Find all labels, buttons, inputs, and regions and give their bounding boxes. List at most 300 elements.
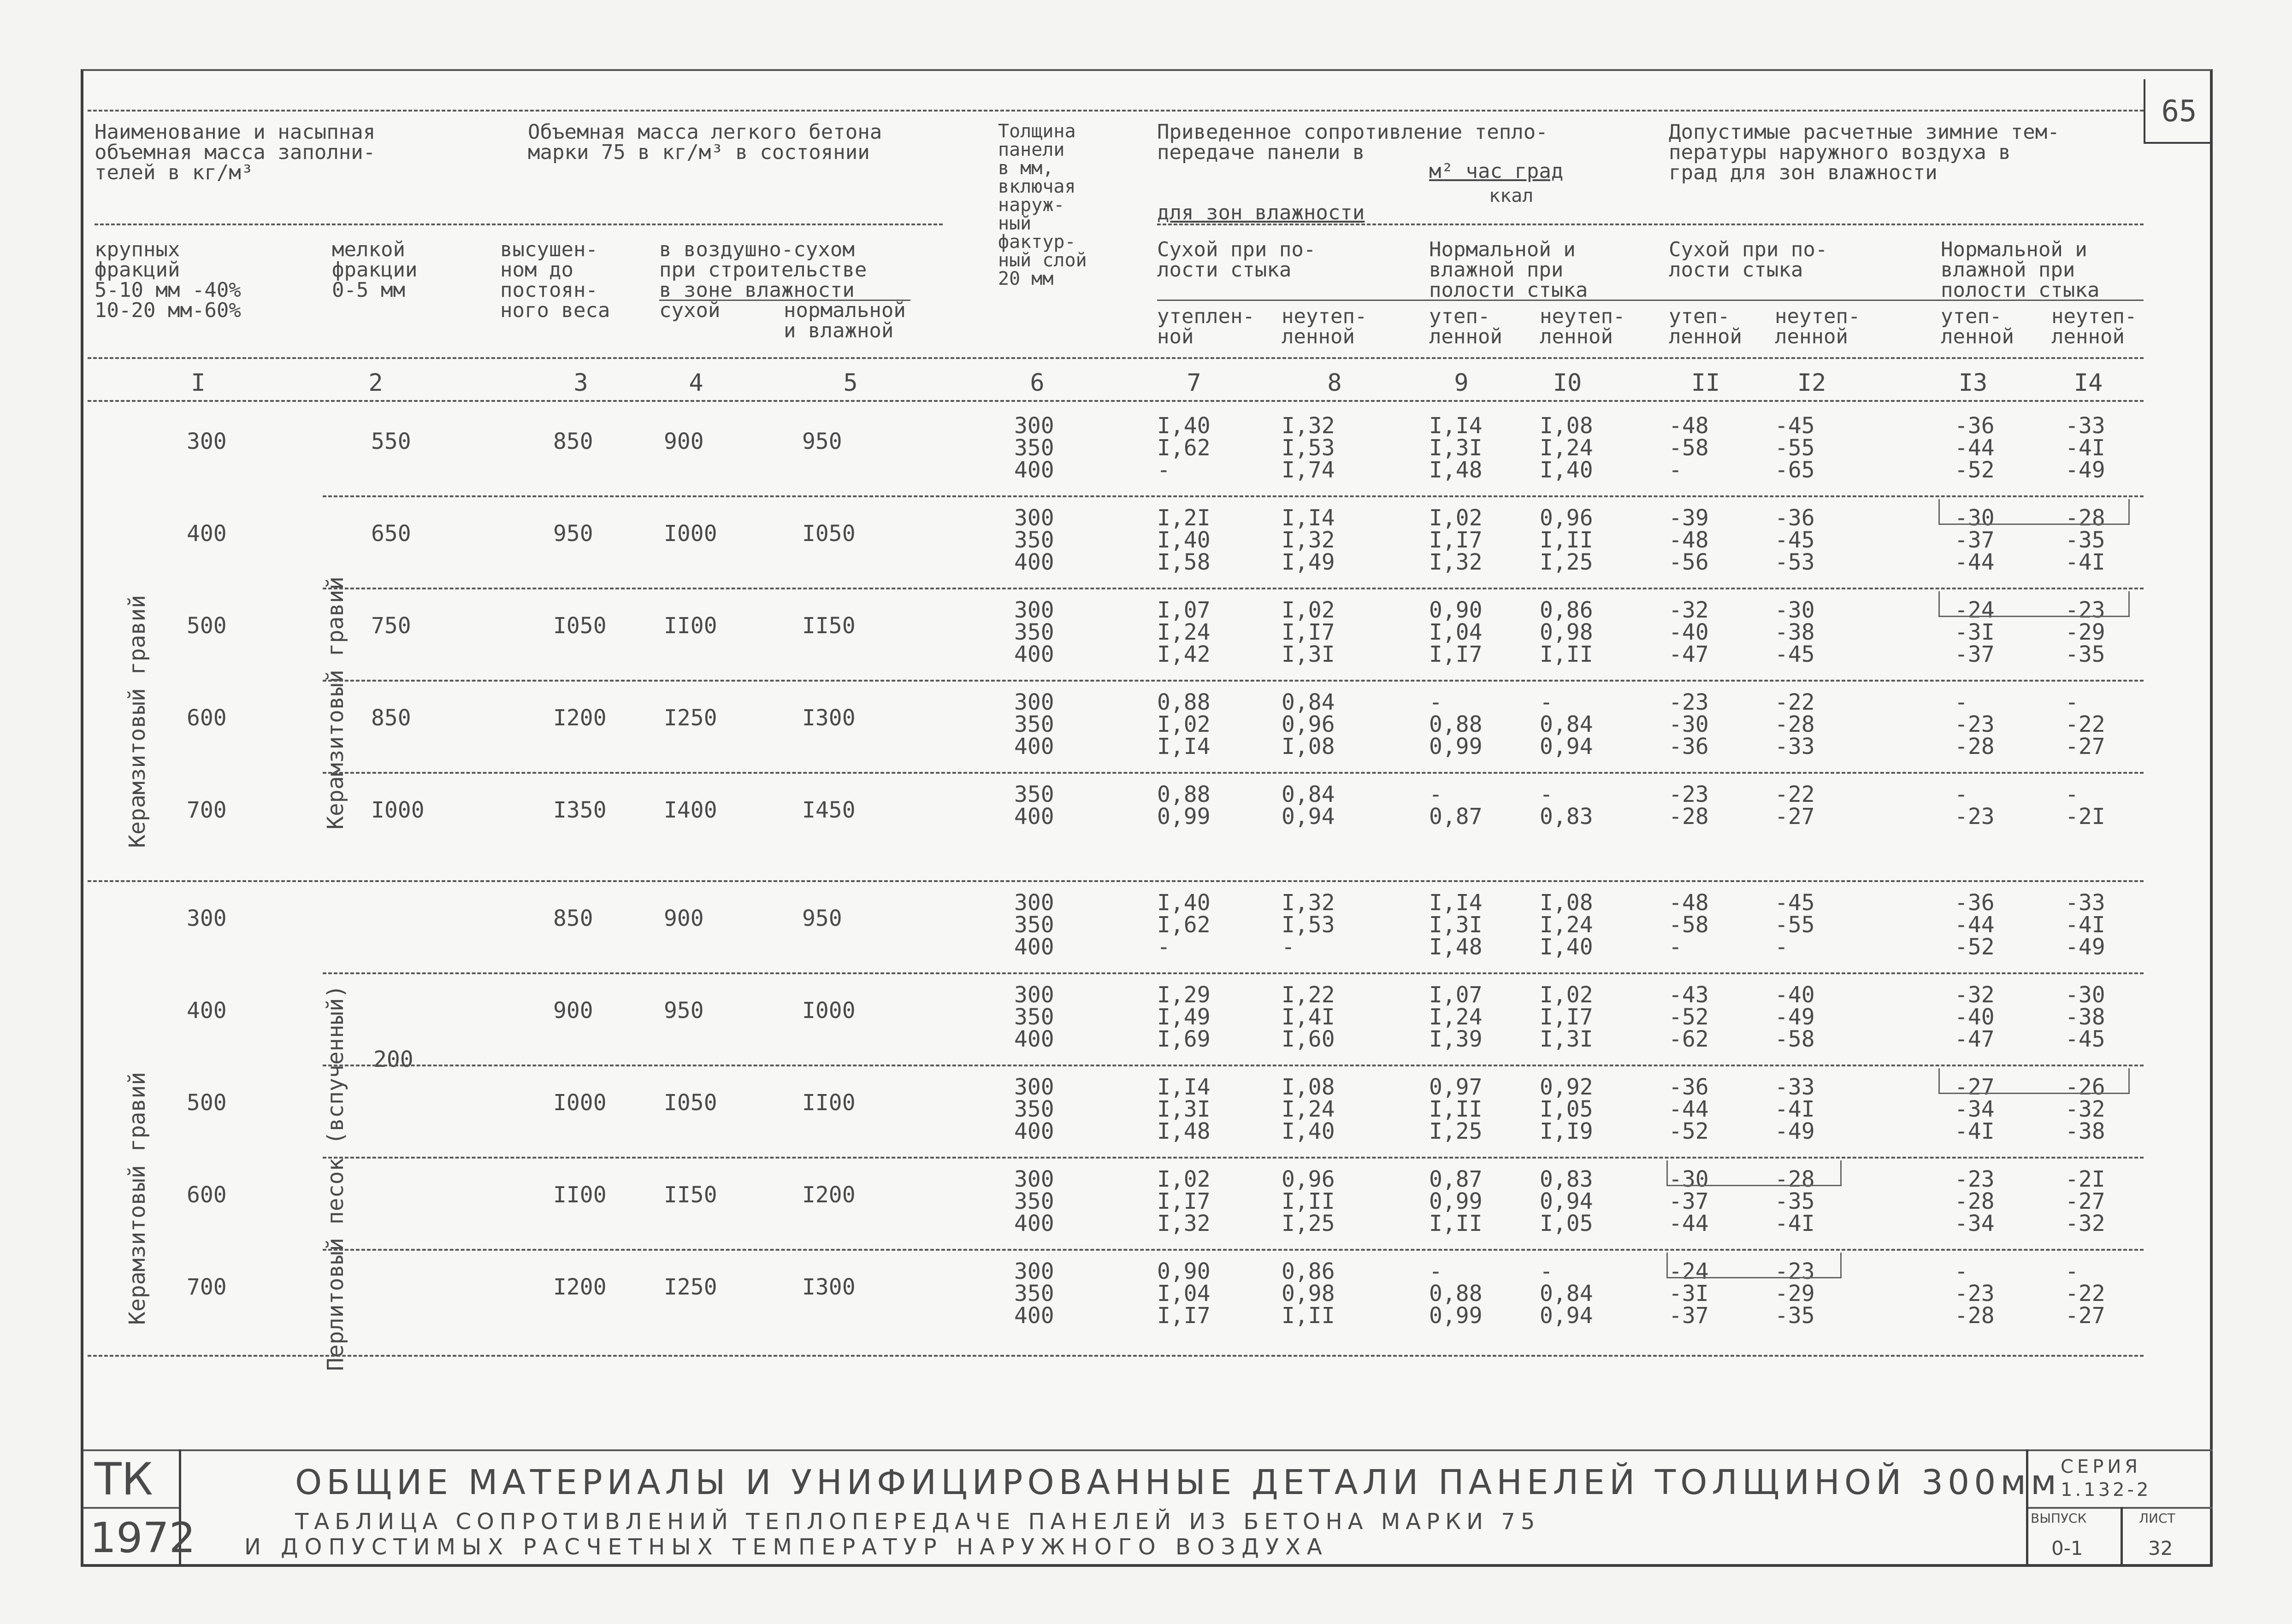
row-value: - [1669,457,1682,483]
row-value: I,32 [1282,413,1335,439]
row-value: 300 [1014,1259,1054,1284]
row-value: -56 [1669,549,1709,575]
row-c3: 900 [553,998,593,1024]
row-value: I,I7 [1429,527,1483,553]
row-c14 [2065,691,2105,758]
row-value: 0,98 [1282,1281,1335,1306]
header-group4-unit-den: ккал [1489,185,1534,206]
row-c4: I050 [664,1090,717,1116]
row-value: -27 [1775,804,1815,830]
row-value: -4I [2065,549,2105,575]
rule-line [323,495,2144,497]
row-c1: 600 [187,705,227,731]
row-value: I,4I [1282,1004,1335,1030]
row-c1: 300 [187,429,227,454]
header-c1314-top: влажной при [1941,258,2075,282]
row-value: -24 [1955,597,1995,623]
header-group1: телей в кг/м³ [95,161,254,184]
row-value: -23 [1775,1259,1815,1284]
header-c2: 0-5 мм [332,278,405,302]
row-value: -27 [2065,1189,2105,1214]
column-number: 3 [573,369,588,397]
row-value: -35 [2065,641,2105,667]
row-c5: I450 [802,797,856,823]
row-c11 [1669,691,1709,758]
row-c11 [1669,1076,1709,1142]
row-c4: I250 [664,1274,717,1300]
row-value: 350 [1014,619,1054,645]
row-c13 [1955,415,1995,481]
title-divider [2121,1507,2123,1567]
row-value: 0,96 [1540,505,1593,531]
row-c3: I200 [553,705,607,731]
row-value: - [1429,782,1442,807]
row-c8 [1282,1076,1335,1142]
row-value: 0,99 [1429,1303,1483,1329]
column-number: I [191,369,206,397]
row-c11 [1669,415,1709,481]
header-c1314-top: Нормальной и [1941,238,2087,261]
row-value: -22 [1775,689,1815,715]
rule-line [88,1355,2144,1357]
row-c1: 700 [187,797,227,823]
row-value: -22 [2065,1281,2105,1306]
row-c10 [1540,415,1593,481]
section-label-fine: Перлитовый песок (вспученный) [323,984,349,1371]
row-c9 [1429,691,1483,758]
row-value: 400 [1014,1303,1054,1329]
row-value: I,I4 [1157,1074,1211,1100]
issue-value: 0-1 [2051,1537,2083,1559]
row-c1: 400 [187,998,227,1024]
row-value: I,32 [1429,549,1483,575]
row-c7 [1157,507,1211,573]
row-value: -23 [1955,1166,1995,1192]
header-c45-top: при строительстве [659,258,867,282]
header-group4: передаче панели в [1157,141,1365,164]
row-value: 0,96 [1282,1166,1335,1192]
row-value: I,I4 [1282,505,1335,531]
row-c14 [2065,783,2105,828]
row-value: I,08 [1540,890,1593,916]
row-c10 [1540,599,1593,665]
row-value: -36 [1669,1074,1709,1100]
row-value: 350 [1014,712,1054,737]
row-value: - [1669,934,1682,960]
row-value: I,74 [1282,457,1335,483]
title-year: 1972 [90,1514,196,1562]
row-value: I,II [1540,641,1593,667]
row-value: -26 [2065,1074,2105,1100]
row-value: I,48 [1157,1118,1211,1144]
row-value: I,II [1429,1211,1483,1236]
row-value: -32 [2065,1211,2105,1236]
row-value: I,02 [1429,505,1483,531]
row-c7 [1157,1168,1211,1235]
row-value: -38 [1775,619,1815,645]
row-value: I,24 [1540,435,1593,461]
row-value: I,22 [1282,982,1335,1008]
header-c910-top: влажной при [1429,258,1564,282]
row-value: -30 [1955,505,1995,531]
header-c1112-top: лости стыка [1669,258,1803,282]
row-value: -23 [1955,804,1995,830]
row-value: -27 [1955,1074,1995,1100]
row-c13 [1955,892,1995,958]
row-value: -4I [1775,1211,1815,1236]
row-value: 0,90 [1157,1259,1211,1284]
row-c6 [1014,892,1054,958]
row-value: -2I [2065,1166,2105,1192]
series-value: 1.132-2 [2061,1479,2151,1500]
row-value: I,II [1282,1189,1335,1214]
row-c3: I200 [553,1274,607,1300]
row-value: I,3I [1157,1096,1211,1122]
header-c7: утеплен- [1157,305,1255,328]
row-c8 [1282,599,1335,665]
row-value: I,I9 [1540,1118,1593,1144]
row-c4: 950 [664,998,704,1024]
row-value: -38 [2065,1118,2105,1144]
rule-line [88,357,2144,359]
row-c3: I050 [553,613,607,639]
row-value: -28 [2065,505,2105,531]
row-value: 300 [1014,890,1054,916]
header-group5: пературы наружного воздуха в [1669,141,2011,164]
row-value: 400 [1014,804,1054,830]
row-c12 [1775,783,1815,828]
title-code: ТК [95,1453,153,1505]
row-c6 [1014,1168,1054,1235]
row-value: I,53 [1282,435,1335,461]
title-sub-1: ТАБЛИЦА СОПРОТИВЛЕНИЙ ТЕПЛОПЕРЕДАЧЕ ПАНЕЛЕЙ ИЗ БЕТОНА МАРКИ 75 [295,1509,1541,1535]
row-value: -27 [2065,1303,2105,1329]
row-value: I,25 [1429,1118,1483,1144]
row-c4: II50 [664,1182,717,1208]
row-c9 [1429,1260,1483,1327]
rule-line [323,680,2144,682]
header-c1314-top: полости стыка [1941,278,2100,302]
row-c8 [1282,783,1335,828]
row-c7 [1157,691,1211,758]
header-group1: объемная масса заполни- [95,141,376,164]
header-c8: ленной [1282,325,1355,348]
row-value: I,48 [1429,457,1483,483]
header-c12: ленной [1775,325,1848,348]
row-value: - [1540,782,1553,807]
column-number: 7 [1187,369,1201,397]
row-value: -44 [1669,1211,1709,1236]
row-value: 0,83 [1540,804,1593,830]
row-value: - [1540,1259,1553,1284]
header-c45-top: в зоне влажности [659,278,855,302]
row-c3: 850 [553,429,593,454]
row-value: - [1157,457,1170,483]
row-value: - [1282,934,1295,960]
header-c3: ном до [500,258,573,282]
header-c14: неутеп- [2051,305,2137,328]
bracket-mark [1938,591,2130,617]
row-value: 0,96 [1282,712,1335,737]
rule-line [659,300,910,301]
row-value: -47 [1955,1026,1995,1052]
rule-line [88,400,2144,402]
row-value: -40 [1955,1004,1995,1030]
row-value: - [1157,934,1170,960]
row-value: I,07 [1157,597,1211,623]
bracket-mark [1666,1253,1842,1278]
rule-line [2026,1507,2213,1509]
row-c9 [1429,892,1483,958]
rule-line [1157,300,2144,301]
row-value: I,32 [1157,1211,1211,1236]
row-value: -44 [1955,549,1995,575]
row-value: -23 [1669,782,1709,807]
row-value: -23 [2065,597,2105,623]
header-c4: сухой [659,299,721,322]
header-c13: утеп- [1941,305,2002,328]
row-value: -32 [1669,597,1709,623]
row-value: I,40 [1157,890,1211,916]
row-value: -23 [1669,689,1709,715]
row-c6 [1014,1260,1054,1327]
row-c9 [1429,599,1483,665]
row-c4: I400 [664,797,717,823]
row-value: I,40 [1157,413,1211,439]
row-value: -40 [1775,982,1815,1008]
rule-line [323,588,2144,589]
row-value: -32 [2065,1096,2105,1122]
row-c10 [1540,1260,1593,1327]
row-value: I,02 [1540,982,1593,1008]
row-value: - [1775,934,1788,960]
row-value: I,3I [1429,435,1483,461]
row-c8 [1282,984,1335,1050]
row-value: I,24 [1282,1096,1335,1122]
section-label-coarse: Керамзитовый гравий [124,594,150,848]
row-value: I,39 [1429,1026,1483,1052]
header-c5: нормальной [784,299,906,322]
row-c7 [1157,599,1211,665]
header-group4-unit: м² час град [1429,159,1564,183]
header-c3: постоян- [500,278,598,302]
column-number: 4 [689,369,703,397]
row-value: 0,94 [1282,804,1335,830]
row-value: 0,88 [1429,712,1483,737]
row-value: -45 [1775,527,1815,553]
header-group3: включая [998,176,1076,197]
row-c5: I300 [802,1274,856,1300]
row-c9 [1429,1076,1483,1142]
row-c12 [1775,984,1815,1050]
header-c45-top: в воздушно-сухом [659,238,855,261]
row-value: -33 [1775,1074,1815,1100]
row-c5: I300 [802,705,856,731]
row-value: 0,83 [1540,1166,1593,1192]
row-c1: 500 [187,613,227,639]
row-value: -38 [2065,1004,2105,1030]
row-value: 400 [1014,1211,1054,1236]
header-c1112-top: Сухой при по- [1669,238,1828,261]
row-value: -49 [1775,1004,1815,1030]
row-value: 0,94 [1540,1189,1593,1214]
row-value: -48 [1669,413,1709,439]
row-value: -37 [1955,527,1995,553]
row-value: 350 [1014,912,1054,938]
row-c12 [1775,1076,1815,1142]
row-c1: 600 [187,1182,227,1208]
row-value: -28 [1775,712,1815,737]
row-value: -24 [1669,1259,1709,1284]
row-value: I,49 [1157,1004,1211,1030]
bracket-mark [1666,1160,1842,1186]
row-value: -37 [1669,1189,1709,1214]
row-c9 [1429,415,1483,481]
row-c7 [1157,1260,1211,1327]
row-value: 0,94 [1540,1303,1593,1329]
header-group3: в мм, [998,158,1054,179]
row-c11 [1669,984,1709,1050]
section-label-coarse: Керамзитовый гравий [124,1071,150,1325]
rule-line [1157,224,2144,225]
row-c1: 300 [187,906,227,931]
column-number: I3 [1958,369,1988,397]
row-c12 [1775,691,1815,758]
header-c78-top: Сухой при по- [1157,238,1316,261]
row-value: -48 [1669,527,1709,553]
row-value: 0,97 [1429,1074,1483,1100]
row-value: 400 [1014,1026,1054,1052]
row-value: -40 [1669,619,1709,645]
row-value: 350 [1014,527,1054,553]
row-value: -29 [2065,619,2105,645]
header-c3: ного веса [500,299,610,322]
row-value: I,25 [1540,549,1593,575]
row-c11 [1669,599,1709,665]
row-value: 0,99 [1429,734,1483,759]
header-c910-top: полости стыка [1429,278,1588,302]
page-number: 65 [2144,79,2213,144]
row-value: - [1429,1259,1442,1284]
row-value: -44 [1669,1096,1709,1122]
row-value: I,02 [1157,712,1211,737]
row-value: -33 [2065,890,2105,916]
bracket-mark [1938,1068,2130,1094]
row-c1: 400 [187,521,227,547]
column-number: 5 [843,369,858,397]
row-value: -36 [1955,890,1995,916]
row-c4: 900 [664,906,704,931]
row-c11 [1669,507,1709,573]
row-value: -4I [2065,912,2105,938]
column-number: I2 [1797,369,1826,397]
row-value: -36 [1955,413,1995,439]
row-value: I,3I [1429,912,1483,938]
row-c3: 850 [553,906,593,931]
title-sub-2: И ДОПУСТИМЫХ РАСЧЕТНЫХ ТЕМПЕРАТУР НАРУЖНОГО ВОЗДУХА [244,1534,1329,1560]
row-value: 0,84 [1282,689,1335,715]
header-group5: Допустимые расчетные зимние тем- [1669,120,2060,144]
row-c4: I250 [664,705,717,731]
row-value: -55 [1775,435,1815,461]
row-value: 300 [1014,1074,1054,1100]
row-value: I,24 [1540,912,1593,938]
row-c12 [1775,507,1815,573]
row-value: -39 [1669,505,1709,531]
row-c6 [1014,783,1054,828]
row-value: I,05 [1540,1211,1593,1236]
header-c5: и влажной [784,319,894,342]
column-number: II [1691,369,1720,397]
row-value: - [1955,689,1968,715]
header-c11: ленной [1669,325,1742,348]
row-value: -34 [1955,1211,1995,1236]
rule-line [95,224,943,225]
row-value: -49 [1775,1118,1815,1144]
row-value: I,I7 [1157,1303,1211,1329]
section-label-fine: Керамзитовый гравий [323,576,349,830]
row-value: 0,86 [1540,597,1593,623]
bracket-mark [1938,499,2130,525]
row-value: -43 [1669,982,1709,1008]
header-c10: ленной [1540,325,1613,348]
row-value: -52 [1955,934,1995,960]
row-c2: 200 [373,1047,414,1072]
row-value: -45 [1775,641,1815,667]
row-c5: 950 [802,906,842,931]
sheet-label: ЛИСТ [2139,1511,2175,1526]
row-c14 [2065,415,2105,481]
row-value: - [1429,689,1442,715]
header-group3: панели [998,139,1065,160]
header-c13: ленной [1941,325,2014,348]
row-value: -52 [1669,1004,1709,1030]
row-value: -4I [1775,1096,1815,1122]
row-value: -3I [1955,619,1995,645]
row-c3: 950 [553,521,593,547]
row-value: -3I [1669,1281,1709,1306]
row-value: -45 [2065,1026,2105,1052]
row-c14 [2065,892,2105,958]
row-value: - [1955,1259,1968,1284]
rule-line [83,1507,180,1509]
row-value: - [2065,689,2079,715]
column-number: I0 [1553,369,1582,397]
row-value: -37 [1955,641,1995,667]
row-value: -4I [1955,1118,1995,1144]
header-group1: Наименование и насыпная [95,120,376,144]
row-value: I,40 [1540,457,1593,483]
row-c6 [1014,599,1054,665]
row-value: - [1540,689,1553,715]
header-c2: фракции [332,258,418,282]
row-c8 [1282,1168,1335,1235]
row-value: -30 [1669,1166,1709,1192]
row-value: -49 [2065,934,2105,960]
row-value: I,I4 [1157,734,1211,759]
row-value: 400 [1014,549,1054,575]
row-c10 [1540,892,1593,958]
row-value: I,3I [1540,1026,1593,1052]
row-value: I,32 [1282,890,1335,916]
row-c7 [1157,892,1211,958]
row-value: 400 [1014,641,1054,667]
row-value: -30 [1669,712,1709,737]
row-value: I,53 [1282,912,1335,938]
header-group2: Объемная масса легкого бетона [528,120,882,144]
header-group5: град для зон влажности [1669,161,1938,184]
row-c9 [1429,1168,1483,1235]
